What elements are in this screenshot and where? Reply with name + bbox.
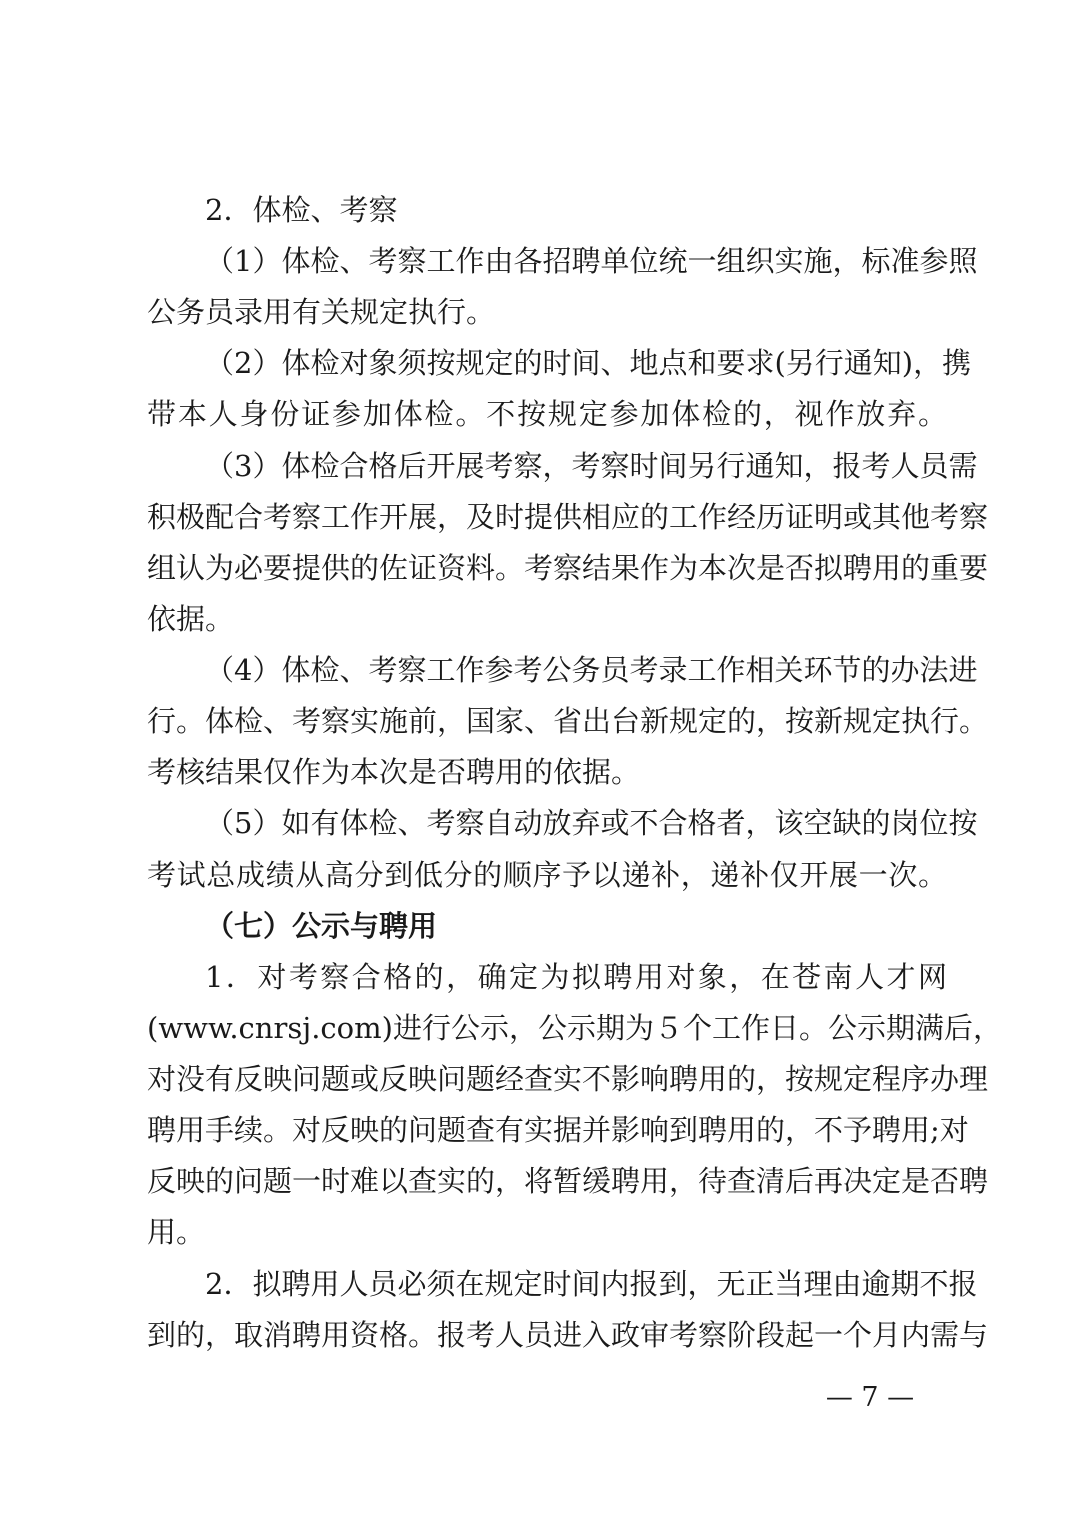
page-number: — 7 — bbox=[825, 1382, 915, 1413]
paragraph-line: 依据。 bbox=[147, 602, 235, 636]
paragraph-line: 2．拟聘用人员必须在规定时间内报到，无正当理由逾期不报 bbox=[205, 1267, 978, 1301]
paragraph-line: （4）体检、考察工作参考公务员考录工作相关环节的办法进 bbox=[205, 653, 978, 687]
section-heading-publicity-hiring: （七）公示与聘用 bbox=[205, 909, 438, 943]
section-heading-medical-check: 2．体检、考察 bbox=[205, 193, 398, 227]
paragraph-line: 到的，取消聘用资格。报考人员进入政审考察阶段起一个月内需与 bbox=[147, 1318, 989, 1352]
paragraph-line: 行。体检、考察实施前，国家、省出台新规定的，按新规定执行。 bbox=[147, 704, 989, 738]
paragraph-line: 考核结果仅作为本次是否聘用的依据。 bbox=[147, 755, 641, 789]
paragraph-line: （3）体检合格后开展考察，考察时间另行通知，报考人员需 bbox=[205, 449, 978, 483]
paragraph-line: 积极配合考察工作开展，及时提供相应的工作经历证明或其他考察 bbox=[147, 500, 989, 534]
paragraph-line: 公务员录用有关规定执行。 bbox=[147, 295, 496, 329]
paragraph-line: （1）体检、考察工作由各招聘单位统一组织实施，标准参照 bbox=[205, 244, 978, 278]
paragraph-line: 带本人身份证参加体检。不按规定参加体检的，视作放弃。 bbox=[147, 397, 947, 431]
paragraph-line: 用。 bbox=[147, 1215, 206, 1249]
paragraph-line: 对没有反映问题或反映问题经查实不影响聘用的，按规定程序办理 bbox=[147, 1062, 989, 1096]
paragraph-line: 1．对考察合格的，确定为拟聘用对象，在苍南人才网 bbox=[205, 960, 947, 994]
paragraph-line: （2）体检对象须按规定的时间、地点和要求(另行通知)，携 bbox=[205, 346, 972, 380]
paragraph-line: (www.cnrsj.com)进行公示，公示期为５个工作日。公示期满后， bbox=[147, 1011, 1002, 1045]
paragraph-line: （5）如有体检、考察自动放弃或不合格者，该空缺的岗位按 bbox=[205, 806, 978, 840]
paragraph-line: 反映的问题一时难以查实的，将暂缓聘用，待查清后再决定是否聘 bbox=[147, 1164, 989, 1198]
paragraph-line: 组认为必要提供的佐证资料。考察结果作为本次是否拟聘用的重要 bbox=[147, 551, 989, 585]
paragraph-line: 考试总成绩从高分到低分的顺序予以递补，递补仅开展一次。 bbox=[147, 858, 947, 892]
paragraph-line: 聘用手续。对反映的问题查有实据并影响到聘用的，不予聘用;对 bbox=[147, 1113, 969, 1147]
